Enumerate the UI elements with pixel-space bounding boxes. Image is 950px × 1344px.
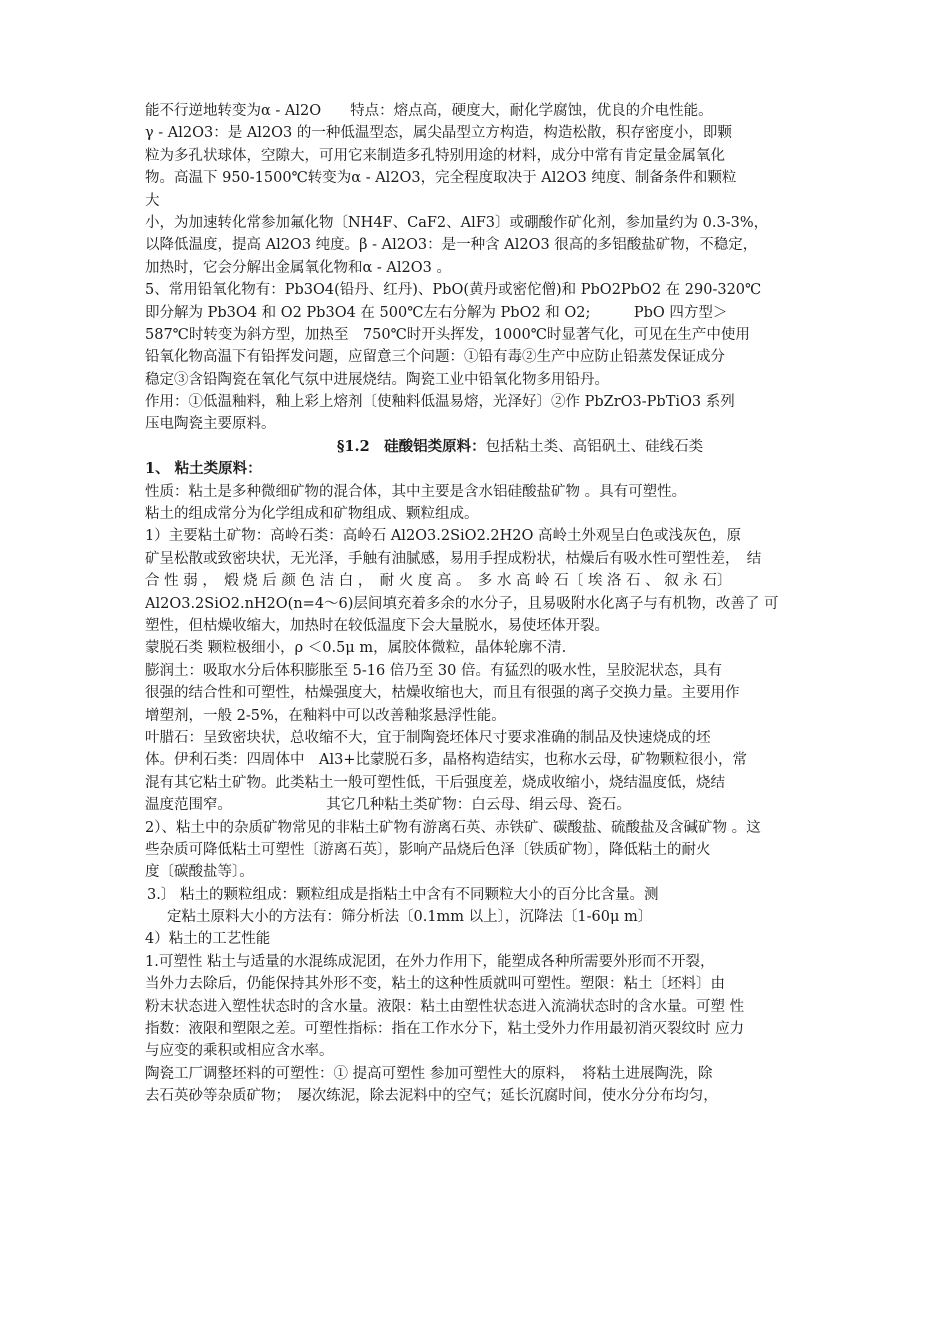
text-line: 蒙脱石类 颗粒极细小，ρ ＜0.5μ m，属胶体微粒，晶体轮廓不清. [145,640,567,657]
text-line: 小，为加速转化常参加氟化物〔NH4F、CaF2、AlF3〕或硼酸作矿化剂，参加量约为 0.3-3%， [145,214,769,231]
text-line: 铅氧化物高温下有铅挥发问题，应留意三个问题：①铅有毒②生产中应防止铅蒸发保证成分 [145,349,725,366]
text-line: 与应变的乘积或相应含水率。 [145,1043,334,1060]
text-line: 即分解为 Pb3O4 和 O2 Pb3O4 在 500℃左右分解为 PbO2 和 O2; PbO 四方型＞ [145,304,728,321]
text-line: 性质：粘土是多种微细矿物的混合体，其中主要是含水铝硅酸盐矿物 。具有可塑性。 [145,483,687,500]
text-line: 矿呈松散或致密块状，无光泽，手触有油腻感，易用手捏成粉状，枯燥后有吸水性可塑性差， 结 [145,550,762,567]
text-line: 陶瓷工厂调整坯料的可塑性：① 提高可塑性 参加可塑性大的原料， 将粘土进展陶洗，除 [145,1065,713,1082]
text-line: 压电陶瓷主要原料。 [145,416,276,433]
text-line: 5、常用铅氧化物有：Pb3O4(铅丹、红丹)、PbO(黄丹或密佗僧)和 PbO2PbO2 在 290-320℃ [145,282,762,299]
text-line: 塑性，但枯燥收缩大，加热时在较低温度下会大量脱水，易使坯体开裂。 [145,617,609,634]
text-line: 能不行逆地转变为α - Al2O 特点：熔点高，硬度大，耐化学腐蚀，优良的介电性能。 [145,103,713,119]
text-line: 体。伊利石类：四周体中 Al3+比蒙脱石多，晶格构造结实，也称水云母，矿物颗粒很小，常 [145,752,747,769]
text-line: 定粘土原料大小的方法有：筛分析法〔0.1mm 以上〕，沉降法〔1-60μ m〕 [167,909,653,926]
text-line: 4）粘土的工艺性能 [145,931,271,948]
text-line: 以降低温度，提高 Al2O3 纯度。β - Al2O3：是一种含 Al2O3 很高的多铝酸盐矿物，不稳定， [145,237,758,254]
text-line: 去石英砂等杂质矿物； 屡次练泥，除去泥料中的空气；延长沉腐时间，使水分分布均匀， [145,1088,718,1105]
text-line: Al2O3.2SiO2.nH2O(n=4～6)层间填充着多余的水分子，且易吸附水化离子与有机物，改善了 可 [145,595,779,612]
text-line: 加热时，它会分解出金属氧化物和α - Al2O3 。 [145,259,451,276]
text-line: 度〔碳酸盐等〕。 [145,864,254,881]
text-line: 2）、粘土中的杂质矿物常见的非粘土矿物有游离石英、赤铁矿、碳酸盐、硫酸盐及含碱矿物 。这 [145,819,761,836]
text-line: 很强的结合性和可塑性，枯燥强度大，枯燥收缩也大，而且有很强的离子交换力量。主要用作 [145,685,740,702]
text-line: 1.可塑性 粘土与适量的水混练成泥团，在外力作用下，能塑成各种所需要外形而不开裂， [145,953,715,970]
text-line: 粘土的组成常分为化学组成和矿物组成、颗粒组成。 [145,506,479,523]
section-heading [145,436,815,458]
text-line: γ - Al2O3：是 Al2O3 的一种低温型态，属尖晶型立方构造，构造松散，积存密度小，即颗 [145,125,732,142]
text-line: 粒为多孔状球体，空隙大，可用它来制造多孔特别用途的材料，成分中常有肯定量金属氧化 [145,147,725,164]
text-line: 温度范围窄。 其它几种粘土类矿物：白云母、绢云母、瓷石。 [145,797,631,814]
text-line: 大 [145,192,160,209]
text-line: 粉末状态进入塑性状态时的含水量。液限：粘土由塑性状态进入流淌状态时的含水量。可塑 性 [145,998,745,1015]
text-line: 1）主要粘土矿物：高岭石类：高岭石 Al2O3.2SiO2.2H2O 高岭土外观呈白色或浅灰色，原 [145,528,741,545]
text-line: 稳定③含铅陶瓷在氧化气氛中进展烧结。陶瓷工业中铅氧化物多用铅丹。 [145,371,609,388]
text-line: 混有其它粘土矿物。此类粘土一般可塑性低，干后强度差，烧成收缩小，烧结温度低，烧结 [145,774,725,791]
text-line: 膨润土：吸取水分后体积膨胀至 5-16 倍乃至 30 倍。有猛烈的吸水性，呈胶泥状态，具有 [145,662,722,679]
text-line: 合 性 弱 ， 煅 烧 后 颜 色 洁 白 ， 耐 火 度 高 。 多 水 高 岭 石〔 埃 洛 石 、 叙 永 石〕 [145,573,732,590]
subheading: 1、 粘土类原料： [145,460,262,478]
text-line: 物。高温下 950-1500℃转变为α - Al2O3，完全程度取决于 Al2O3 纯度、制备条件和颗粒 [145,170,737,187]
text-line: 增塑剂，一般 2-5%，在釉料中可以改善釉浆悬浮性能。 [145,707,506,724]
text-line: 指数：液限和塑限之差。可塑性指标：指在工作水分下，粘土受外力作用最初消灭裂纹时 应力 [145,1021,745,1038]
text-line: 587℃时转变为斜方型，加热至 750℃时开头挥发，1000℃时显著气化，可见在生产中使用 [145,326,750,343]
document-body [145,100,815,1108]
section-heading-title: §1.2 硅酸铝类原料： [336,437,486,455]
section-heading-description: 包括粘土类、高铝矾土、硅线石类 [485,438,704,455]
text-line: 叶腊石：呈致密块状，总收缩不大，宜于制陶瓷坯体尺寸要求准确的制品及快速烧成的坯 [145,729,711,746]
text-line: 3.〕 粘土的颗粒组成：颗粒组成是指粘土中含有不同颗粒大小的百分比含量。测 [147,886,659,903]
text-line: 些杂质可降低粘土可塑性〔游离石英〕，影响产品烧后色泽〔铁质矿物〕，降低粘土的耐火 [145,841,711,858]
text-line: 当外力去除后，仍能保持其外形不变，粘土的这种性质就叫可塑性。塑限：粘土〔坯料〕由 [145,976,725,993]
text-line: 作用：①低温釉料，釉上彩上熔剂〔使釉料低温易熔，光泽好〕②作 PbZrO3-PbTiO3 系列 [145,394,735,411]
